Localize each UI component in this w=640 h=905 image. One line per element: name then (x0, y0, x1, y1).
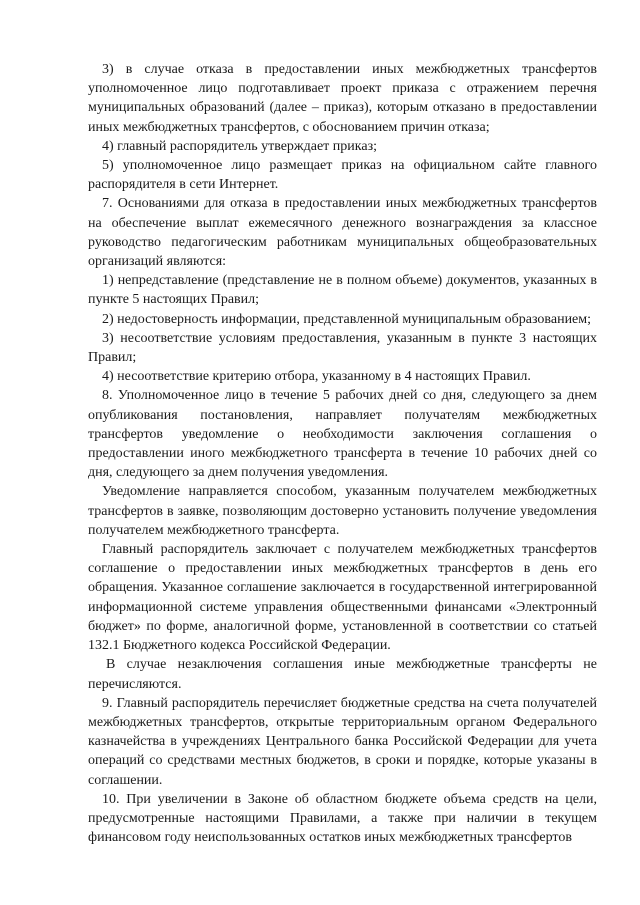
paragraph-7-3: 3) несоответствие условиям предоставления, указанным в пункте 3 настоящих Правил; (88, 330, 597, 366)
paragraph-publish-order: 5) уполномоченное лицо размещает приказ на официальном сайте главного распорядителя в сети Интернет. (88, 158, 597, 193)
paragraph-7-2: 2) недостоверность информации, представленной муниципальным образованием; (102, 311, 592, 327)
paragraph-no-agreement: В случае незаключения соглашения иные межбюджетные трансферты не перечисляются. (88, 657, 597, 692)
paragraph-7-1: 1) непредставление (представление не в полном объеме) документов, указанных в пункте 5 настоящих Правил; (88, 273, 597, 308)
document-page (88, 60, 597, 847)
paragraph-section-9: 9. Главный распорядитель перечисляет бюджетные средства на счета получателей межбюджетных трансфертов, открытые территориальным органом Федерального казначейства в учреждениях Центрального банка Российской Федерации для учета операций со средствами местных бюджетов, в сроки и порядке, которые указаны в соглашении. (88, 695, 597, 788)
paragraph-agreement: Главный распорядитель заключает с получателем межбюджетных трансфертов соглашение о предоставлении иных межбюджетных трансфертов в день его обращения. Указанное соглашение заключается в государственной интегрированной информационной системе управления общественными финансами «Электронный бюджет» по форме, аналогичной форме, установленной в соответствии со статьей 132.1 Бюджетного кодекса Российской Федерации. (88, 542, 597, 654)
paragraph-notification: Уведомление направляется способом, указанным получателем межбюджетных трансфертов в заявке, позволяющим достоверно установить получение уведомления получателем межбюджетного трансферта. (88, 484, 597, 538)
paragraph-section-8: 8. Уполномоченное лицо в течение 5 рабочих дней со дня, следующего за днем опубликования постановления, направляет получателям межбюджетных трансфертов уведомление о необходимости заключения соглашения о предоставлении иного межбюджетного трансферта в течение 10 рабочих дней со дня, следующего за днем получения уведомления. (88, 388, 597, 481)
paragraph-section-10: 10. При увеличении в Законе об областном бюджете объема средств на цели, предусмотренные настоящими Правилами, а также при наличии в текущем финансовом году неиспользованных остатков иных межбюджетных трансфертов (88, 791, 597, 846)
paragraph-section-7: 7. Основаниями для отказа в предоставлении иных межбюджетных трансфертов на обеспечение выплат ежемесячного денежного вознаграждения за классное руководство педагогическим работникам муниципальных общеобразовательных организаций являются: (88, 196, 597, 270)
paragraph-7-4: 4) несоответствие критерию отбора, указанному в 4 настоящих Правил. (102, 369, 531, 385)
paragraph-refusal-order: 3) в случае отказа в предоставлении иных межбюджетных трансфертов уполномоченное лицо подготавливает проект приказа с отражением перечня муниципальных образований (далее – приказ), которым отказано в предоставлении иных межбюджетных трансфертов, с обоснованием причин отказа; (88, 62, 597, 135)
paragraph-approve-order: 4) главный распорядитель утверждает приказ; (102, 138, 377, 154)
